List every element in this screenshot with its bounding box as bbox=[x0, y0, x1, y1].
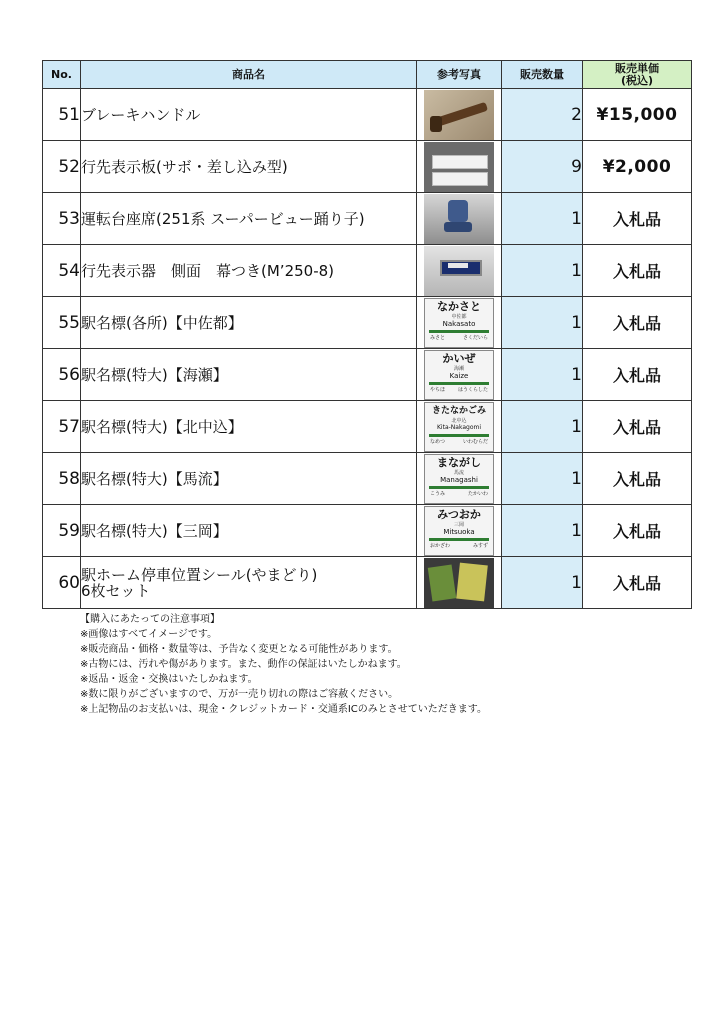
station-sign-photo bbox=[424, 350, 494, 400]
row-name: 駅名標(特大)【北中込】 bbox=[81, 401, 417, 453]
row-price: 入札品 bbox=[583, 401, 692, 453]
row-name: 駅名標(特大)【馬流】 bbox=[81, 453, 417, 505]
table-row bbox=[43, 245, 692, 297]
goods-table bbox=[42, 60, 692, 609]
sign-next-station: たかいわ bbox=[467, 490, 488, 497]
brake-handle-photo bbox=[424, 90, 494, 140]
row-name: 行先表示板(サボ・差し込み型) bbox=[81, 141, 417, 193]
station-sign-photo bbox=[424, 298, 494, 348]
sign-kanji: 中佐都 bbox=[451, 313, 467, 320]
row-no: 60 bbox=[43, 557, 81, 609]
row-qty: 1 bbox=[502, 505, 583, 557]
row-price: 入札品 bbox=[583, 557, 692, 609]
sign-next-station: さくだいら bbox=[462, 334, 488, 341]
table-row bbox=[43, 505, 692, 557]
row-qty: 1 bbox=[502, 349, 583, 401]
note-line: ※数に限りがございますので、万が一売り切れの際はご容赦ください。 bbox=[80, 689, 399, 700]
driver-seat-photo bbox=[424, 194, 494, 244]
row-name: 駅名標(特大)【海瀬】 bbox=[81, 349, 417, 401]
row-price: 入札品 bbox=[583, 297, 692, 349]
row-no: 55 bbox=[43, 297, 81, 349]
table-row bbox=[43, 401, 692, 453]
row-name: 行先表示器 側面 幕つき(M’250-8) bbox=[81, 245, 417, 297]
station-sign-photo bbox=[424, 506, 494, 556]
sign-stripe bbox=[429, 538, 489, 541]
sign-stripe bbox=[429, 382, 489, 385]
row-name: 駅名標(各所)【中佐都】 bbox=[81, 297, 417, 349]
row-qty: 1 bbox=[502, 245, 583, 297]
sign-hiragana: かいぜ bbox=[442, 351, 476, 365]
row-no: 57 bbox=[43, 401, 81, 453]
header-photo: 参考写真 bbox=[417, 61, 502, 89]
row-name: 駅名標(特大)【三岡】 bbox=[81, 505, 417, 557]
sign-next-station: みすず bbox=[472, 542, 488, 549]
table-row bbox=[43, 349, 692, 401]
row-qty: 1 bbox=[502, 297, 583, 349]
sign-next-station: はうくらした bbox=[457, 386, 488, 393]
header-price-line1: 販売単価 bbox=[615, 61, 659, 75]
sign-stripe bbox=[429, 434, 489, 437]
sign-next-station: いわむらだ bbox=[462, 438, 488, 445]
row-name: ブレーキハンドル bbox=[81, 89, 417, 141]
header-price-line2: (税込) bbox=[620, 73, 654, 87]
row-price: 入札品 bbox=[583, 193, 692, 245]
row-price: 入札品 bbox=[583, 349, 692, 401]
sign-prev-station: こうみ bbox=[430, 490, 446, 497]
row-no: 59 bbox=[43, 505, 81, 557]
sign-prev-station: おかざわ bbox=[430, 542, 451, 549]
row-price: ¥15,000 bbox=[583, 89, 692, 141]
sign-prev-station: やちほ bbox=[430, 386, 446, 393]
note-line: ※画像はすべてイメージです。 bbox=[80, 629, 218, 640]
sign-romaji: Nakasato bbox=[442, 319, 476, 328]
row-price: 入札品 bbox=[583, 505, 692, 557]
header-name: 商品名 bbox=[81, 61, 417, 89]
table-row bbox=[43, 141, 692, 193]
side-indicator-photo bbox=[424, 246, 494, 296]
table-row bbox=[43, 297, 692, 349]
table-row bbox=[43, 453, 692, 505]
sign-kanji: 北中込 bbox=[451, 417, 467, 424]
sign-romaji: Kita-Nakagomi bbox=[437, 423, 481, 431]
table-row bbox=[43, 557, 692, 609]
sign-romaji: Mitsuoka bbox=[443, 527, 475, 536]
station-sign-photo bbox=[424, 454, 494, 504]
destination-board-photo bbox=[424, 142, 494, 192]
row-no: 58 bbox=[43, 453, 81, 505]
note-line: ※販売商品・価格・数量等は、予告なく変更となる可能性があります。 bbox=[80, 644, 398, 655]
row-qty: 1 bbox=[502, 453, 583, 505]
row-price: ¥2,000 bbox=[583, 141, 692, 193]
sign-prev-station: なめつ bbox=[430, 438, 446, 445]
row-no: 53 bbox=[43, 193, 81, 245]
sign-kanji: 海瀬 bbox=[453, 365, 464, 372]
row-qty: 1 bbox=[502, 557, 583, 609]
table-row bbox=[43, 89, 692, 141]
row-qty: 1 bbox=[502, 193, 583, 245]
note-line: ※上記物品のお支払いは、現金・クレジットカード・交通系ICのみとさせていただきます。 bbox=[80, 704, 487, 715]
stop-position-sticker-photo bbox=[424, 558, 494, 608]
row-name: 運転台座席(251系 スーパービュー踊り子) bbox=[81, 193, 417, 245]
row-price: 入札品 bbox=[583, 453, 692, 505]
purchase-notes bbox=[80, 612, 700, 717]
sign-hiragana: まながし bbox=[437, 455, 481, 469]
table-header-row bbox=[43, 61, 692, 89]
sign-stripe bbox=[429, 486, 489, 489]
note-line: ※古物には、汚れや傷があります。また、動作の保証はいたしかねます。 bbox=[80, 659, 407, 670]
notes-heading: 【購入にあたっての注意事項】 bbox=[80, 614, 220, 625]
row-no: 54 bbox=[43, 245, 81, 297]
sign-romaji: Kaize bbox=[449, 371, 469, 380]
sign-kanji: 馬流 bbox=[453, 469, 464, 476]
sign-prev-station: みさと bbox=[430, 334, 446, 341]
sign-stripe bbox=[429, 330, 489, 333]
row-no: 52 bbox=[43, 141, 81, 193]
sign-hiragana: なかさと bbox=[437, 299, 481, 313]
note-line: ※返品・返金・交換はいたしかねます。 bbox=[80, 674, 258, 685]
sign-hiragana: みつおか bbox=[437, 507, 481, 521]
row-qty: 2 bbox=[502, 89, 583, 141]
table-row bbox=[43, 193, 692, 245]
row-qty: 9 bbox=[502, 141, 583, 193]
row-name: 駅ホーム停車位置シール(やまどり) 6枚セット bbox=[81, 557, 417, 609]
row-no: 51 bbox=[43, 89, 81, 141]
row-no: 56 bbox=[43, 349, 81, 401]
header-qty: 販売数量 bbox=[502, 61, 583, 89]
station-sign-photo bbox=[424, 402, 494, 452]
sign-kanji: 三岡 bbox=[453, 521, 464, 528]
row-price: 入札品 bbox=[583, 245, 692, 297]
header-price bbox=[583, 61, 692, 89]
sign-hiragana: きたなかごみ bbox=[431, 405, 486, 416]
row-qty: 1 bbox=[502, 401, 583, 453]
header-no: No. bbox=[43, 61, 81, 89]
sign-romaji: Managashi bbox=[440, 475, 478, 484]
